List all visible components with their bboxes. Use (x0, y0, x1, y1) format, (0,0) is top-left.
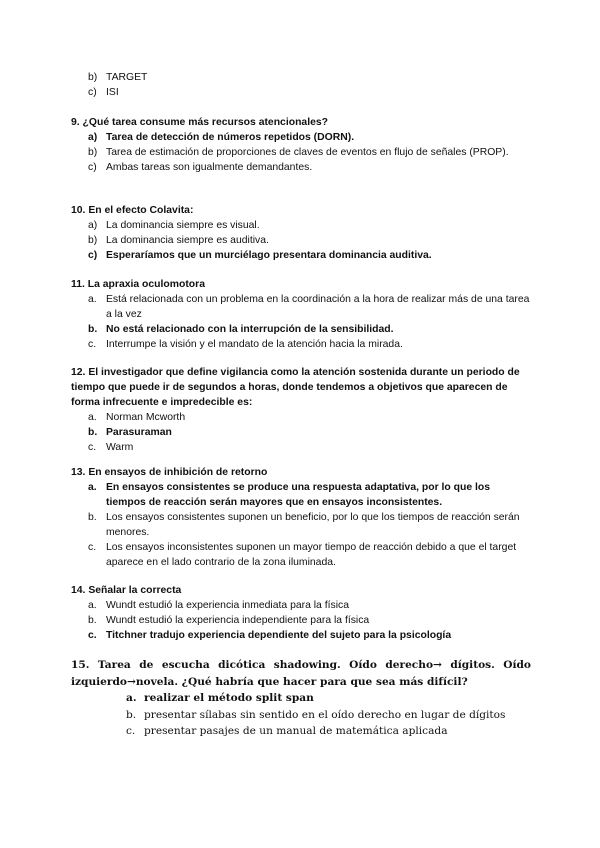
option-text: Warm (106, 442, 134, 453)
option-c: c) Ambas tareas son igualmente demandantes. (88, 162, 313, 173)
option-text: La dominancia siempre es visual. (106, 220, 260, 231)
option-text: realizar el método split span (144, 692, 314, 704)
question-15 (71, 657, 531, 740)
question-title: 11. La apraxia oculomotora (71, 279, 205, 290)
option-a: a. Norman Mcworth (88, 412, 186, 423)
option-b: b. Parasuraman (88, 427, 172, 438)
question-title: 13. En ensayos de inhibición de retorno (71, 467, 268, 478)
option-b: b) TARGET (88, 72, 148, 83)
option-a: a. realizar el método split span (126, 692, 314, 704)
option-text: Los ensayos consistentes suponen un beneficio, por lo que los tiempos de reacción serán menores. (106, 512, 520, 538)
option-b: b. presentar sílabas sin sentido en el oído derecho en lugar de dígitos (126, 708, 506, 721)
question-10 (71, 203, 531, 263)
question-title: 10. En el efecto Colavita: (71, 205, 194, 216)
option-text: Ambas tareas son igualmente demandantes. (106, 162, 313, 173)
question-14 (71, 583, 531, 643)
option-text: Está relacionada con un problema en la coordinación a la hora de realizar más de una tarea a la vez (106, 294, 530, 320)
option-text: Parasuraman (106, 427, 172, 438)
question-title: 14. Señalar la correcta (71, 585, 182, 596)
option-text: ISI (106, 87, 119, 98)
option-c: c) ISI (88, 87, 119, 98)
question-9 (71, 115, 531, 175)
option-text: No está relacionado con la interrupción de la sensibilidad. (106, 324, 394, 335)
option-b: b) Tarea de estimación de proporciones de claves de eventos en flujo de señales (PROP). (88, 147, 509, 158)
option-text: La dominancia siempre es auditiva. (106, 235, 269, 246)
option-text: Los ensayos inconsistentes suponen un mayor tiempo de reacción debido a que el target aparece en el lado contrario de la zona iluminada. (106, 542, 517, 568)
option-c: c. Interrumpe la visión y el mandato de la atención hacia la mirada. (88, 339, 403, 350)
question-title: 9. ¿Qué tarea consume más recursos atencionales? (71, 117, 328, 128)
previous-question-tail (71, 70, 531, 100)
option-a: a. Está relacionada con un problema en la coordinación a la hora de realizar más de una tarea a la vez (88, 294, 530, 320)
option-text: Tarea de estimación de proporciones de claves de eventos en flujo de señales (PROP). (106, 147, 509, 158)
option-text: Norman Mcworth (106, 412, 186, 423)
option-text: Tarea de detección de números repetidos (DORN). (106, 132, 355, 143)
option-a: a. En ensayos consistentes se produce una respuesta adaptativa, por lo que los tiempos de reacción serán mayores que en ensayos inconsistentes. (88, 482, 490, 508)
question-13 (71, 465, 531, 570)
option-text: Wundt estudió la experiencia inmediata para la física (106, 600, 349, 611)
option-a: a. Wundt estudió la experiencia inmediata para la física (88, 600, 349, 611)
question-title: 15. Tarea de escucha dicótica shadowing. Oído derecho→ dígitos. Oído izquierdo→novela. ¿Qué habría que hacer para que sea más difícil? (71, 659, 531, 688)
option-b: b) La dominancia siempre es auditiva. (88, 235, 269, 246)
option-c: c. Titchner tradujo experiencia dependiente del sujeto para la psicología (88, 630, 452, 641)
option-c: c. Los ensayos inconsistentes suponen un mayor tiempo de reacción debido a que el target aparece en el lado contrario de la zona iluminada. (88, 542, 517, 568)
option-text: presentar pasajes de un manual de matemática aplicada (144, 725, 448, 737)
option-text: Interrumpe la visión y el mandato de la atención hacia la mirada. (106, 339, 403, 350)
option-text: En ensayos consistentes se produce una respuesta adaptativa, por lo que los tiempos de reacción serán mayores que en ensayos inconsistentes. (106, 482, 490, 508)
question-title: 12. El investigador que define vigilancia como la atención sostenida durante un periodo de tiempo que puede ir de segundos a horas, donde tendemos a objetivos que aparecen de forma infrecuente e impredecible es: (71, 367, 520, 408)
question-12 (71, 365, 531, 455)
option-a: a) La dominancia siempre es visual. (88, 220, 260, 231)
option-text: TARGET (106, 72, 148, 83)
question-11 (71, 277, 531, 352)
option-b: b. Los ensayos consistentes suponen un beneficio, por lo que los tiempos de reacción serán menores. (88, 512, 520, 538)
option-text: Wundt estudió la experiencia independiente para la física (106, 615, 370, 626)
option-text: presentar sílabas sin sentido en el oído derecho en lugar de dígitos (144, 708, 506, 721)
option-text: Titchner tradujo experiencia dependiente del sujeto para la psicología (106, 630, 452, 641)
option-b: b. Wundt estudió la experiencia independiente para la física (88, 615, 370, 626)
option-c: c. Warm (88, 442, 134, 453)
option-b: b. No está relacionado con la interrupción de la sensibilidad. (88, 324, 394, 335)
option-c: c) Esperaríamos que un murciélago presentara dominancia auditiva. (88, 250, 432, 261)
option-a: a) Tarea de detección de números repetidos (DORN). (88, 132, 355, 143)
option-c: c. presentar pasajes de un manual de matemática aplicada (126, 725, 448, 737)
option-text: Esperaríamos que un murciélago presentara dominancia auditiva. (106, 250, 432, 261)
